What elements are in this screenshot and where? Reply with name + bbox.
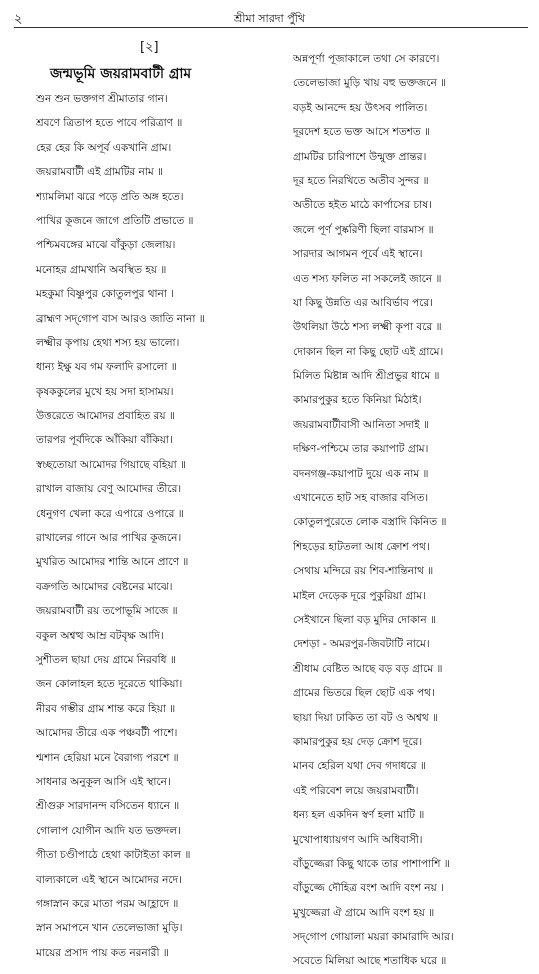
verse-line: উত্তরেতে আমোদর প্রবাহিত রয় ॥ (36, 410, 175, 423)
verse-line: বদনগঞ্জ-কয়াপাট দুয়ে এক নাম ॥ (293, 467, 429, 480)
verse-line: জয়রামবাটীবাসী আনিতা সদাই ॥ (293, 418, 430, 431)
verse-line: শুন শুন ভক্তগণ শ্রীমাতার গান। (36, 93, 168, 105)
section-number: [২] (140, 40, 159, 55)
verse-line: দূরদেশ হতে ভক্ত আসে শতশত ॥ (293, 126, 431, 139)
verse-line: আমোদর তীরে এক পঞ্চবটী পাশে। (36, 727, 178, 740)
verse-line: পাখির কূজনে জাগে প্রতিটি প্রভাতে ॥ (36, 214, 194, 227)
verse-line: কামারপুকুর হয় দেড় ক্রোশ দূরে। (293, 735, 423, 748)
verse-line: বকুল অশ্বত্থ আম্র বটবৃক্ষ আদি। (36, 629, 164, 642)
verse-line: সারদার আগমন পূর্বে এই স্থানে। (293, 248, 423, 261)
verse-line: শ্যামলিমা ঝরে পড়ে প্রতি অঙ্গ হতে। (36, 190, 184, 203)
verse-line: গ্রামটির চারিপাশে উন্মুক্ত প্রান্তর। (293, 150, 427, 163)
page-header (0, 10, 539, 28)
verse-line: শ্রবণে ত্রিতাপ হতে পাবে পরিত্রাণ ॥ (36, 117, 183, 130)
verse-line: মুখোপাধ্যায়গণ আদি অধিবাসী। (293, 833, 423, 846)
verse-line: জলে পূর্ণ পুষ্করিণী ছিলা বারমাস ॥ (293, 223, 434, 236)
verse-line: বাঁড়ুজ্জে দৌহিত্র বংশ আদি বংশ নয় । (293, 882, 444, 895)
verse-line: অতীতে হইত মাঠে কার্পাসের চাষ। (293, 199, 432, 212)
verse-line: তেলেভাজা মুড়ি খায় বহু ভক্তজনে ॥ (293, 77, 447, 90)
verse-line: রাখালের গানে আর পাখির কূজনে। (36, 532, 182, 545)
verse-line: নীরব গম্ভীর গ্রাম শান্ত করে হিয়া ॥ (36, 702, 176, 715)
verse-line: শ্রীগুরু সারদানন্দ বসিতেন ধ্যানে ॥ (36, 800, 180, 813)
verse-line: স্বচ্ছতোয়া আমোদর গিয়াছে বহিয়া ॥ (36, 458, 186, 471)
verse-line: হের হের কি অপূর্ব একখানি গ্রাম। (36, 141, 172, 154)
verse-line: দক্ষিণ-পশ্চিমে তার কয়াপাট গ্রাম। (293, 443, 429, 456)
verse-line: সদ্‌গোপ গোয়ালা ময়রা কামারাদি আর। (293, 931, 454, 944)
verse-line: জন কোলাহল হতে দূরেতে থাকিয়া। (36, 678, 183, 691)
verse-line: বাল্যকালে এই স্থানে আমোদর নদে। (36, 873, 182, 886)
verse-line: ধন্য হল একদিন স্বর্ণ হলা মাটি ॥ (293, 809, 425, 822)
verse-line: গ্রামের ভিতরে ছিল ছোট এক পথ। (293, 687, 435, 700)
verse-line: বড়ই আনন্দে হয় উৎসব পালিত। (293, 101, 428, 114)
verse-line: মানব হেরিল যথা দেব গদাধরে ॥ (293, 760, 426, 773)
verse-line: সুশীতল ছায়া দেয় গ্রামে নিরবধি ॥ (36, 653, 176, 666)
verse-line: বক্রগতি আমোদর বেষ্টনের মাঝে। (36, 580, 173, 593)
verse-line: কামারপুকুর হতে কিনিয়া মিঠাই। (293, 394, 422, 407)
verse-line: ছায়া দিয়া ঢাকিত তা বট ও অশ্বথ ॥ (293, 711, 439, 724)
verse-line: শিহড়ের হাটতলা আধ ক্রোশ পথ। (293, 540, 430, 553)
left-verse-lines (36, 87, 286, 965)
verse-line: সাধনার অনুকূল আসি এই স্থানে। (36, 775, 171, 788)
verse-line: মনোহর গ্রামখানি অবস্থিত হয় ॥ (36, 263, 167, 276)
verse-line: উথলিয়া উঠে শস্য লক্ষ্মী কৃপা বরে ॥ (293, 321, 442, 334)
verse-line: এত শস্য ফলিত না সকলেই জানে ॥ (293, 272, 442, 285)
verse-line: গীতা চণ্ডীপাঠে হেথা কাটাইতা কাল ॥ (36, 849, 191, 862)
verse-line: শ্রীধাম বেষ্টিত আছে বড় বড় গ্রামে ॥ (293, 662, 443, 675)
verse-line: দোকান ছিল না কিছু ছোট এই গ্রামে। (293, 345, 444, 358)
verse-line: সবেতে মিলিয়া আছে শতাধিক ঘরে ॥ (293, 955, 447, 968)
verse-line: বাঁড়ুজ্জেরা কিছু থাকে তার পাশাপাশি ॥ (293, 857, 450, 870)
verse-line: মিলিত মিষ্টান্ন আদি শ্রীপ্রভুর ধামে ॥ (293, 370, 440, 383)
verse-line: মাইল দেড়েক দূরে পুকুরিয়া গ্রাম। (293, 589, 426, 602)
verse-line: এখানেতে হাট সহ বাজার বসিত। (293, 492, 429, 505)
verse-line: গোলাপ যোগীন আদি যত ভক্তদল। (36, 824, 181, 837)
verse-line: মহকুমা বিষ্ণুপুর কোতুলপুর থানা । (36, 288, 174, 301)
verse-line: দেশড়া - অমরপুর-জিবটাটি নামে। (293, 638, 430, 651)
verse-line: পশ্চিমবঙ্গের মাঝে বাঁকুড়া জেলায়। (36, 239, 176, 252)
verse-line: কৃষককুলের মুখে হয় সদা হাসাময়। (36, 385, 174, 398)
verse-line: এই পরিবেশ লয়ে জয়রামবাটী। (293, 784, 419, 797)
verse-line: সেইখানে ছিলা বড় মুদির দোকান ॥ (293, 613, 436, 626)
verse-line: মুখুজ্জেরা ঐ গ্রামে আদি বংশ হয় ॥ (293, 906, 435, 919)
verse-line: তারপর পূর্বদিকে আঁকিয়া বাঁকিয়া। (36, 434, 173, 447)
verse-line: যা কিছু উন্নতি এর আবির্ভাব পরে। (293, 296, 433, 309)
verse-line: মায়ের প্রসাদ পায় কত নরনারী ॥ (36, 946, 169, 959)
poem-title: জন্মভূমি জয়রামবাটী গ্রাম (50, 66, 192, 82)
verse-line: শ্মশান হেরিয়া মনে বৈরাগ্য পরশে ॥ (36, 751, 179, 764)
verse-line: জয়রামবাটী এই গ্রামটির নাম ॥ (36, 166, 163, 179)
verse-line: অন্নপূর্ণা পূজাকালে তথা সে কারণে। (293, 53, 440, 65)
verse-line: কোতুলপুরেতে লোক বস্ত্রাদি কিনিত ॥ (293, 516, 447, 529)
verse-line: ধেনুগণ খেলা করে এপারে ওপারে ॥ (36, 507, 184, 520)
verse-line: দূর হতে নিরখিতে অতীব সুন্দর ॥ (293, 174, 429, 187)
running-title: শ্রীমা সারদা পুঁথি (234, 12, 305, 25)
right-verse-lines (293, 47, 533, 974)
verse-line: গঙ্গাস্নান করে মাতা পরম আহ্লাদে ॥ (36, 897, 179, 910)
verse-line: রাখাল বাজায় বেণু আমোদর তীরে। (36, 483, 182, 496)
left-column (36, 63, 286, 965)
header-rule (14, 27, 528, 28)
page-number: ২ (14, 12, 23, 27)
verse-line: মুখরিত আমোদর শান্তি আনে প্রাণে ॥ (36, 556, 189, 569)
verse-line: সেথায় মন্দিরে রয় শিব-শান্তিনাথ ॥ (293, 565, 434, 578)
verse-line: লক্ষ্মীর কৃপায় হেথা শস্য হয় ভালো। (36, 336, 180, 349)
verse-line: ব্রাহ্মণ সদ্‌গোপ বাস আরও জাতি নানা ॥ (36, 312, 205, 325)
verse-line: জয়রামবাটী রয় তপোভূমি সাজে ॥ (36, 605, 178, 618)
right-column (293, 47, 533, 974)
verse-line: ধান্য ইক্ষু যব গম ফলাদি রসালো ॥ (36, 361, 177, 374)
verse-line: স্নান সমাপনে খান তেলেভাজা মুড়ি। (36, 922, 183, 935)
